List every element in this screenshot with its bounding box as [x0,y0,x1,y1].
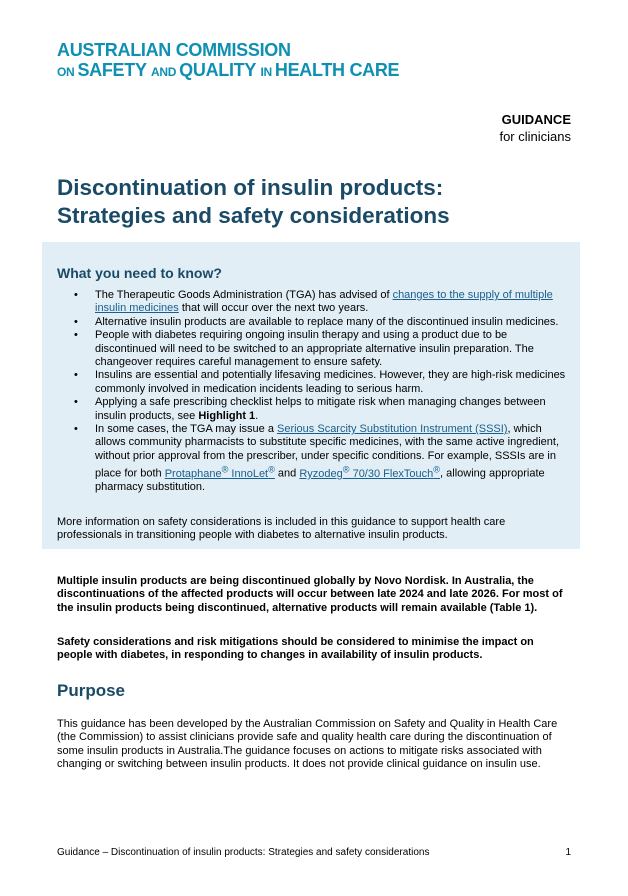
bullet-text: that will occur over the next two years. [178,302,369,315]
logo-on: ON [57,65,78,79]
guidance-label [499,111,571,145]
registered-mark: ® [433,464,441,475]
list-item [57,423,567,495]
bullet-text: In some cases, the TGA may issue a [95,423,277,436]
bullet-text: Alternative insulin products are available to replace many of the discontinued insulin medicines. [95,315,559,328]
logo-safety: SAFETY [77,60,147,80]
intro-paragraph-2: Safety considerations and risk mitigations should be considered to minimise the impact on people with diabetes, in responding to changes in availability of insulin products. [57,636,534,662]
bullet-icon: • [74,289,78,301]
bullet-icon: • [74,396,78,409]
tga-changes-link[interactable]: changes to the supply of multiple insulin medicines [95,289,553,315]
key-points-footer: More information on safety considerations is included in this guidance to support health care professionals in transitioning people with diabetes to alternative insulin products. [57,516,506,542]
logo-line-2 [57,60,399,83]
bullet-icon: • [74,329,78,342]
registered-mark: ® [221,464,229,475]
bullet-text: Applying a safe prescribing checklist helps to mitigate risk when managing changes between insulin products, see [95,396,546,422]
bullet-text: The Therapeutic Goods Administration (TGA) has advised of [95,289,393,301]
link-text: 70/30 FlexTouch [349,467,434,480]
guidance-audience: for clinicians [499,129,571,144]
registered-mark: ® [268,464,275,475]
key-points-list [57,289,567,495]
list-item [57,316,567,329]
ryzodeg-flextouch-link[interactable] [299,464,441,480]
link-text: InnoLet [228,467,269,480]
registered-mark: ® [342,464,350,475]
bullet-text: . [255,409,259,422]
page-title [57,174,577,230]
bullet-icon: • [74,369,78,382]
bullet-text: , allowing appropriate pharmacy substitution. [95,467,545,494]
logo-line-1: AUSTRALIAN COMMISSION [57,40,291,60]
protaphane-innolet-link[interactable] [164,464,275,480]
title-line-1: Discontinuation of insulin products: [57,175,444,200]
bullet-icon: • [74,423,78,436]
highlight-ref: Highlight 1 [198,409,256,422]
link-text: Ryzodeg [299,467,343,480]
list-item [57,396,567,423]
commission-logo [57,40,399,83]
logo-health: HEALTH CARE [274,60,400,80]
list-item [57,329,567,369]
logo-in: IN [260,65,275,79]
bullet-text: , which allows community pharmacists to substitute specific medicines, with the same active ingredient, without prior approval from the prescriber, under specific conditions. For example, SSSIs are in place for both [95,423,560,480]
purpose-heading: Purpose [57,681,126,700]
guidance-type: GUIDANCE [501,112,571,127]
logo-and: AND [151,65,180,79]
bullet-text: and [274,467,300,480]
sssi-link[interactable]: Serious Scarcity Substitution Instrument (SSSI) [277,423,508,436]
key-points-heading: What you need to know? [57,265,222,281]
list-item [57,289,567,316]
page-number: 1 [565,847,571,858]
bullet-icon: • [74,315,78,328]
intro-paragraph-1: Multiple insulin products are being discontinued globally by Novo Nordisk. In Australia, the discontinuations of the affected products will occur between late 2024 and late 2026. For most of the insulin products being discontinued, alternative products will remain available (Table 1). [57,575,563,614]
bullet-text: People with diabetes requiring ongoing insulin therapy and using a product due to be discontinued will need to be switched to an appropriate alternative insulin preparation. The changeover requires careful management to ensure safety. [95,329,534,369]
title-line-2: Strategies and safety considerations [57,203,450,228]
bullet-text: Insulins are essential and potentially lifesaving medicines. However, they are high-risk medicines commonly involved in medication incidents leading to serious harm. [95,369,566,395]
purpose-text: This guidance has been developed by the Australian Commission on Safety and Quality in Health Care (the Commission) to assist clinicians provide safe and quality health care during the discontinuation of some insulin products in Australia.The guidance focuses on actions to mitigate risks associated with changing or switching between insulin products. It does not provide clinical guidance on insulin use. [57,718,558,771]
link-text: Protaphane [164,467,222,480]
page-footer: Guidance – Discontinuation of insulin products: Strategies and safety considerations [57,847,430,858]
logo-quality: QUALITY [179,60,256,80]
list-item [57,369,567,396]
